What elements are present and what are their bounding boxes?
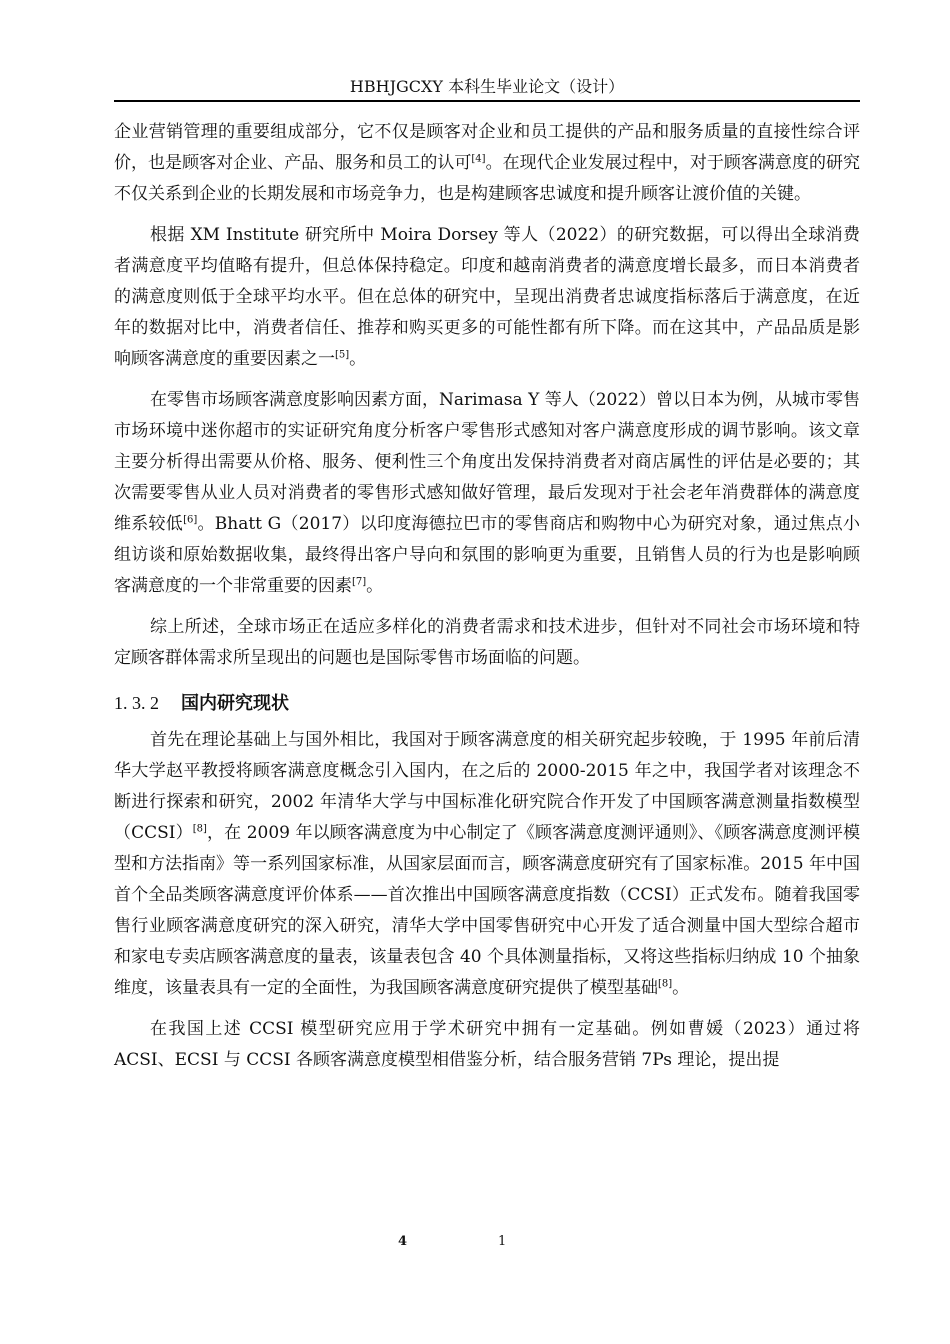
- section-title: 国内研究现状: [181, 693, 289, 714]
- paragraph-5: [114, 725, 860, 1004]
- paragraph-text: 综上所述，全球市场正在适应多样化的消费者需求和技术进步，但针对不同社会市场环境和特定顾客群体需求所呈现出的问题也是国际零售市场面临的问题。: [114, 617, 860, 668]
- citation-ref: [8]: [192, 823, 207, 835]
- paragraph-4: [114, 612, 860, 674]
- paragraph-text: 。Bhatt G（2017）以印度海德拉巴市的零售商店和购物中心为研究对象，通过焦点小组访谈和原始数据收集，最终得出客户导向和氛围的影响更为重要，且销售人员的行为也是影响顾客满意度的一个非常重要的因素: [114, 514, 860, 596]
- header-divider: [114, 100, 860, 102]
- paragraph-text: 。在现代企业发展过程中，对于顾客满意度的研究不仅关系到企业的长期发展和市场竞争力，也是构建顾客忠诚度和提升顾客让渡价值的关键。: [114, 153, 861, 204]
- paragraph-6: [114, 1014, 860, 1076]
- paragraph-text: 。: [366, 576, 384, 596]
- paragraph-1: [114, 117, 860, 210]
- page-number-secondary: 1: [498, 1234, 507, 1249]
- section-number: 1. 3. 2: [114, 693, 159, 713]
- page-body: [114, 117, 860, 1086]
- paragraph-text: 根据 XM Institute 研究所中 Moira Dorsey 等人（2022）的研究数据，可以得出全球消费者满意度平均值略有提升，但总体保持稳定。印度和越南消费者的满意度增长最多，而日本消费者的满意度则低于全球平均水平。但在总体的研究中，呈现出消费者忠诚度指标落后于满意度，在近年的数据对比中，消费者信任、推荐和购买更多的可能性都有所下降。而在这其中，产品品质是影响顾客满意度的重要因素之一: [114, 225, 860, 369]
- section-heading: [114, 688, 860, 719]
- paragraph-text: 在零售市场顾客满意度影响因素方面，Narimasa Y 等人（2022）曾以日本为例，从城市零售市场环境中迷你超市的实证研究角度分析客户零售形式感知对客户满意度形成的调节影响。该文章主要分析得出需要从价格、服务、便利性三个角度出发保持消费者对商店属性的评估是必要的；其次需要零售从业人员对消费者的零售形式感知做好管理，最后发现对于社会老年消费群体的满意度维系较低: [114, 390, 860, 534]
- running-header: HBHJGCXY 本科生毕业论文（设计）: [349, 77, 625, 96]
- page-number: 4: [398, 1234, 408, 1249]
- paragraph-text: ，在 2009 年以顾客满意度为中心制定了《顾客满意度测评通则》、《顾客满意度测评模型和方法指南》等一系列国家标准，从国家层面而言，顾客满意度研究有了国家标准。2015 年中国首个全品类顾客满意度评价体系——首次推出中国顾客满意度指数（CCSI）正式发布。随着我国零售行业顾客满意度研究的深入研究，清华大学中国零售研究中心开发了适合测量中国大型综合超市和家电专卖店顾客满意度的量表，该量表包含 40 个具体测量指标，又将这些指标归纳成 10 个抽象维度，该量表具有一定的全面性，为我国顾客满意度研究提供了模型基础: [114, 823, 860, 998]
- paragraph-text: 。: [349, 349, 367, 369]
- citation-ref: [5]: [335, 349, 350, 361]
- paragraph-2: [114, 220, 860, 375]
- page-footer: [0, 1234, 950, 1258]
- paragraph-3: [114, 385, 860, 602]
- citation-ref: [7]: [352, 576, 367, 588]
- citation-ref: [8]: [658, 978, 673, 990]
- paragraph-text: 首先在理论基础上与国外相比，我国对于顾客满意度的相关研究起步较晚，于 1995 年前后清华大学赵平教授将顾客满意度概念引入国内，在之后的 2000-2015 年之中，我国学者对该理念不断进行探索和研究，2002 年清华大学与中国标准化研究院合作开发了中国顾客满意测量指数模型（CCSI）: [114, 730, 860, 843]
- citation-ref: [4]: [471, 153, 486, 165]
- paragraph-text: 在我国上述 CCSI 模型研究应用于学术研究中拥有一定基础。例如曹媛（2023）通过将 ACSI、ECSI 与 CCSI 各顾客满意度模型相借鉴分析，结合服务营销 7Ps 理论，提出提: [114, 1019, 860, 1070]
- paragraph-text: 企业营销管理的重要组成部分，它不仅是顾客对企业和员工提供的产品和服务质量的直接性综合评价，也是顾客对企业、产品、服务和员工的认可: [114, 122, 860, 173]
- paragraph-text: 。: [672, 978, 690, 998]
- citation-ref: [6]: [183, 514, 198, 526]
